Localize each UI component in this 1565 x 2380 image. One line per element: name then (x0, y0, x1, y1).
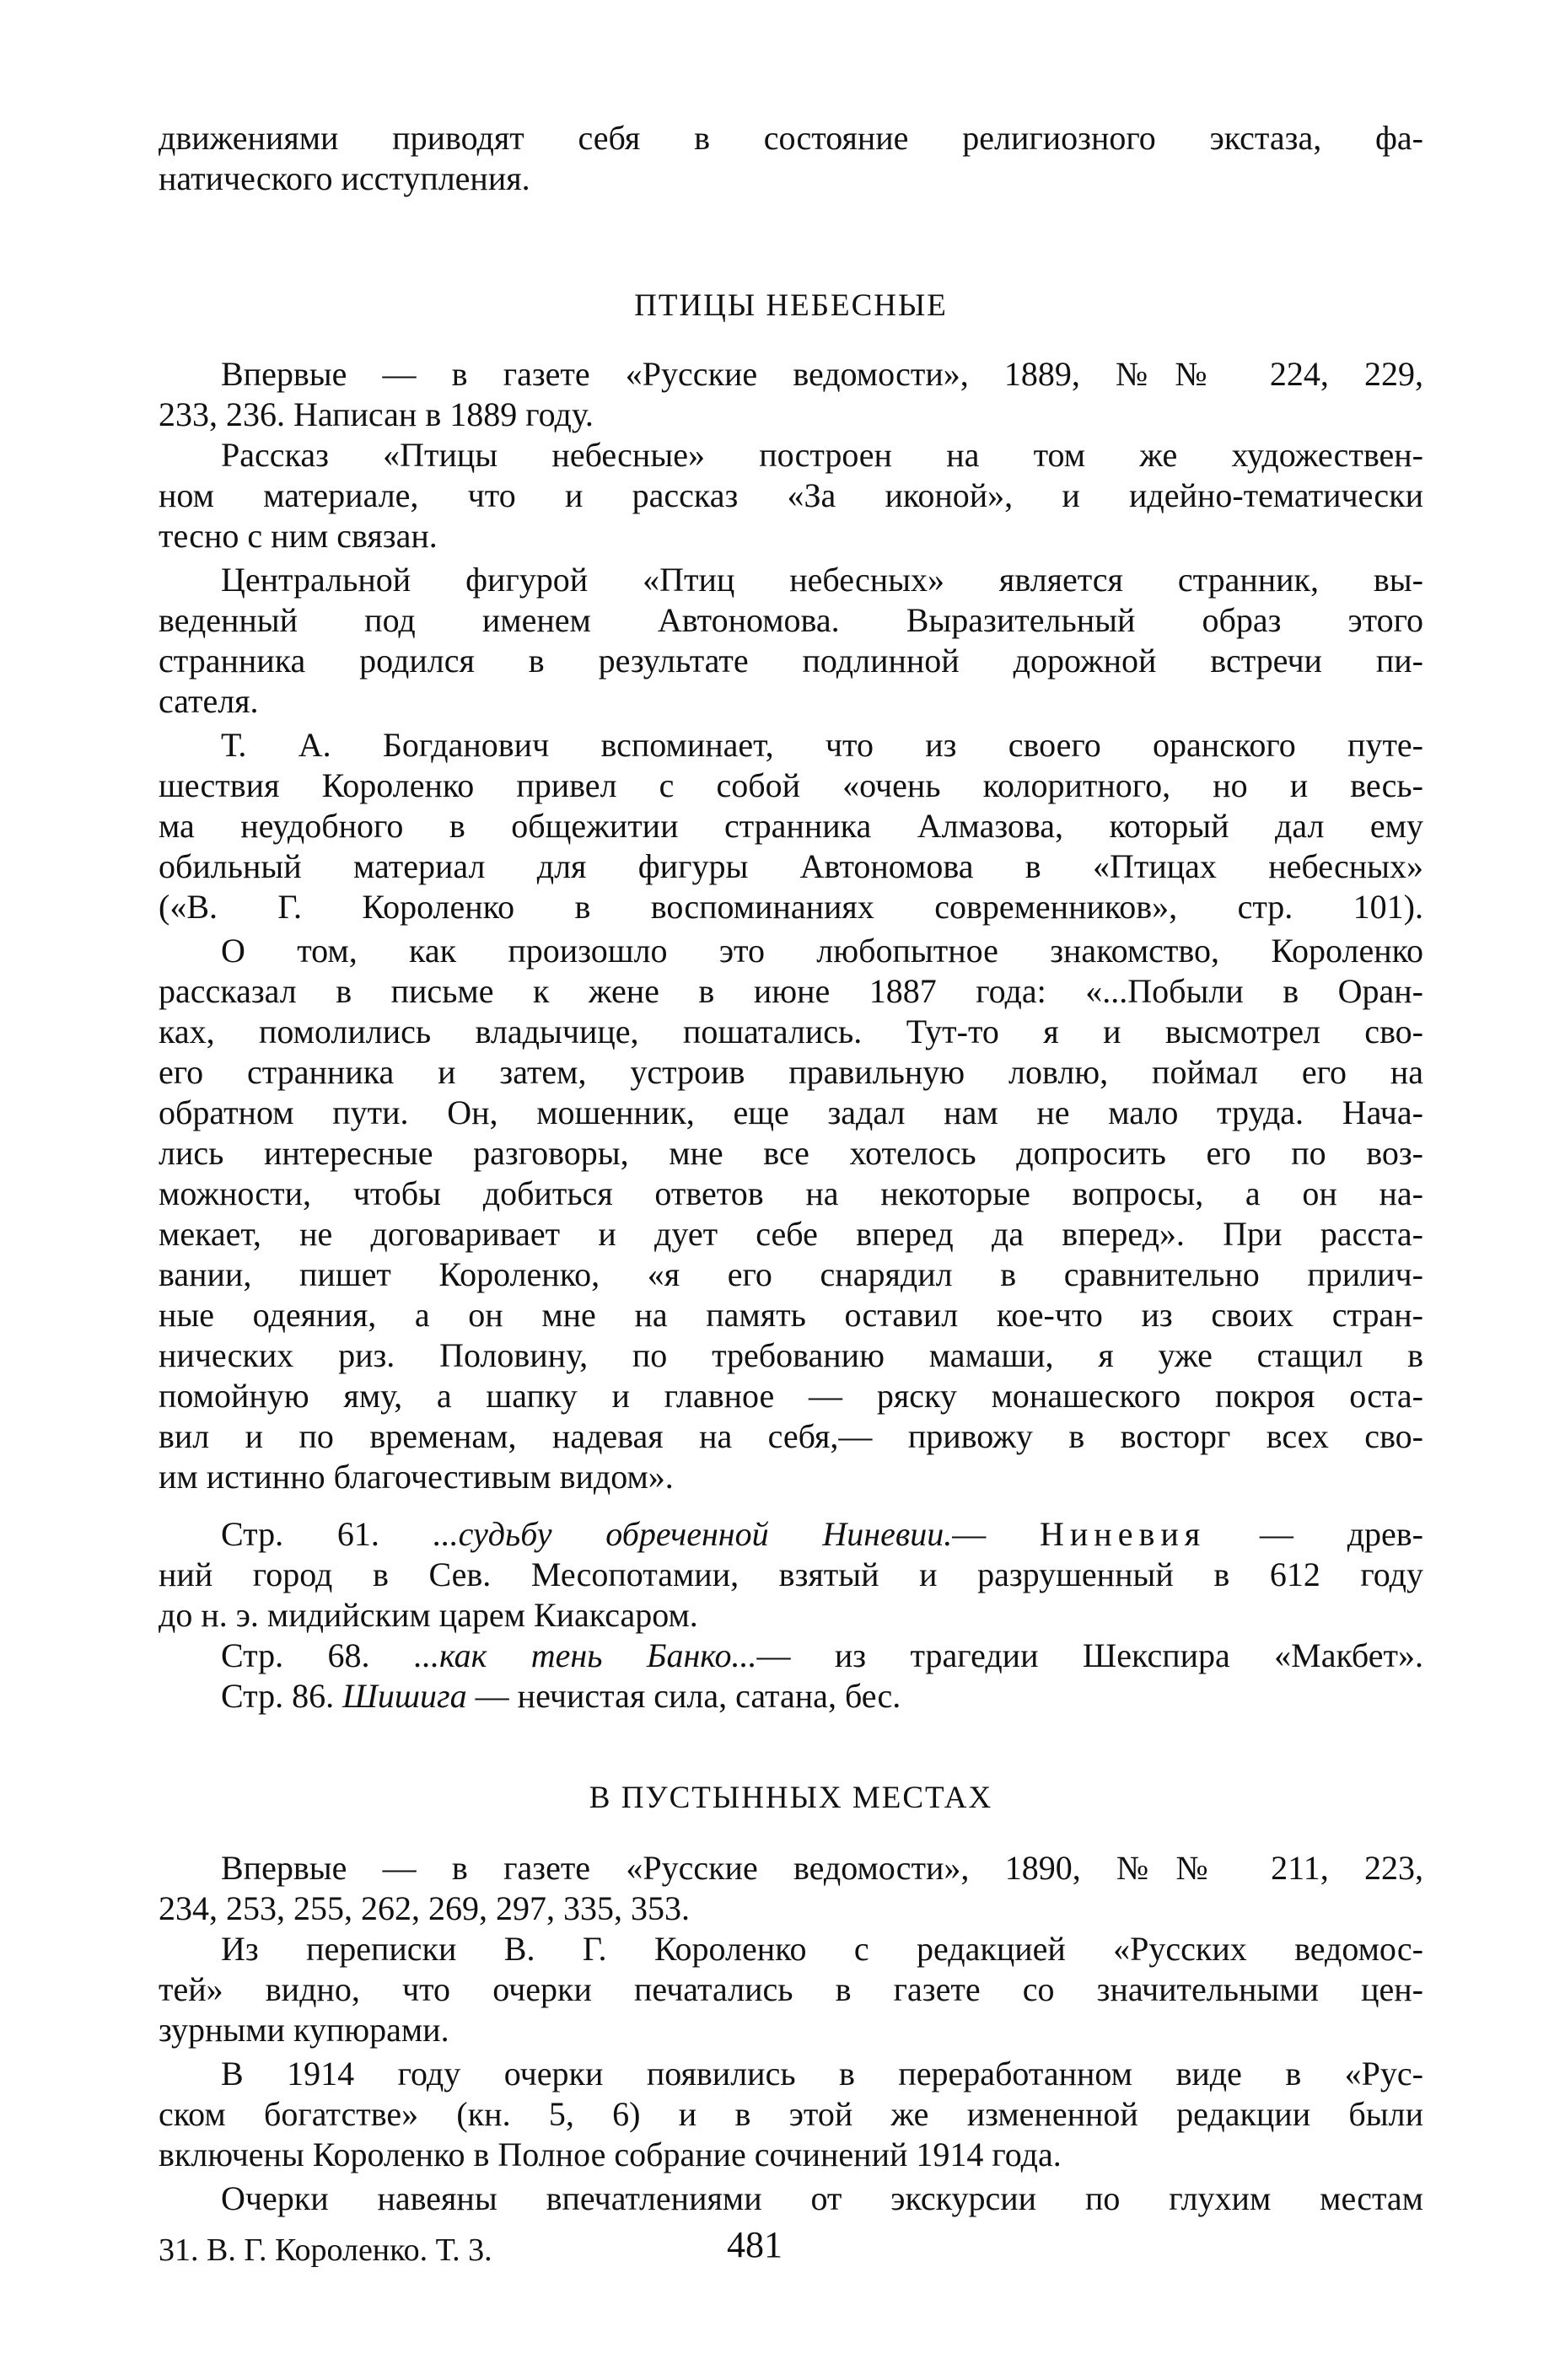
text-line: Т. А. Богданович вспоминает, что из своего оранского путе- (221, 726, 1423, 764)
text-line: ные одеяния, а он мне на память оставил кое-что из своих стран- (159, 1296, 1423, 1334)
text-line: 233, 236. Написан в 1889 году. (159, 395, 594, 433)
note-term: ...как тень Банко... (413, 1636, 757, 1674)
text-line: («В. Г. Короленко в воспоминаниях современников», стр. 101). (159, 888, 1423, 926)
note-dash: — (952, 1515, 1041, 1553)
text-line: странника родился в результате подлинной дорожной встречи пи- (159, 642, 1423, 680)
text-line: ном материале, что и рассказ «За иконой», и идейно-тематически (159, 476, 1423, 514)
note-term: ...судьбу обреченной Ниневии. (433, 1515, 953, 1553)
text-line: Впервые — в газете «Русские ведомости», 1889, №№ 224, 229, (221, 355, 1423, 393)
text-line: обильный материал для фигуры Автономова в «Птицах небесных» (159, 847, 1423, 885)
text-line: шествия Короленко привел с собой «очень колоритного, но и весь- (159, 766, 1423, 804)
text-line: лись интересные разговоры, мне все хотелось допросить его по воз- (159, 1134, 1423, 1172)
text-line: его странника и затем, устроив правильную ловлю, поймал его на (159, 1053, 1423, 1091)
text-line: Центральной фигурой «Птиц небесных» является странник, вы- (221, 561, 1423, 599)
footer-signature: 31. В. Г. Короленко. Т. 3. (159, 2232, 492, 2268)
text-line: сателя. (159, 682, 259, 720)
text-line: им истинно благочестивым видом». (159, 1458, 674, 1496)
text-line: помойную яму, а шапку и главное — ряску монашеского покроя оста- (159, 1377, 1423, 1415)
text-line: ний город в Сев. Месопотамии, взятый и разрушенный в 612 году (159, 1555, 1423, 1593)
note-ref: Стр. 61. (221, 1515, 433, 1553)
text-line: тесно с ним связан. (159, 517, 438, 555)
note-term: Шишига (342, 1677, 467, 1715)
text-line: включены Короленко в Полное собрание сочинений 1914 года. (159, 2136, 1062, 2173)
text-line: можности, чтобы добиться ответов на некоторые вопросы, а он на- (159, 1174, 1423, 1212)
text-line: нических риз. Половину, по требованию мамаши, я уже стащил в (159, 1336, 1423, 1374)
section-heading: ПТИЦЫ НЕБЕСНЫЕ (634, 288, 948, 323)
text-line: ма неудобного в общежитии странника Алмазова, который дал ему (159, 807, 1423, 845)
text-line: рассказал в письме к жене в июне 1887 года: «...Побыли в Оран- (159, 972, 1423, 1010)
page-number: 481 (727, 2224, 782, 2265)
text-line: до н. э. мидийским царем Киаксаром. (159, 1596, 698, 1634)
text-line: Очерки навеяны впечатлениями от экскурсии по глухим местам (221, 2179, 1423, 2217)
text-line: ках, помолились владычице, пошатались. Тут-то я и высмотрел сво- (159, 1013, 1423, 1050)
text-line: О том, как произошло это любопытное знакомство, Короленко (221, 932, 1423, 970)
note-line (221, 1676, 1423, 1717)
text-line: ском богатстве» (кн. 5, 6) и в этой же измененной редакции были (159, 2095, 1423, 2133)
note-ref: Стр. 86. (221, 1677, 343, 1715)
note-text: — древ- (1206, 1515, 1424, 1553)
note-line (221, 1514, 1423, 1555)
section-heading: В ПУСТЫННЫХ МЕСТАХ (589, 1781, 993, 1815)
text-line: Впервые — в газете «Русские ведомости», 1890, №№ 211, 223, (221, 1849, 1423, 1887)
text-line: мекает, не договаривает и дует себе вперед да вперед». При расста- (159, 1215, 1423, 1253)
text-line: Из переписки В. Г. Короленко с редакцией «Русских ведомос- (221, 1930, 1423, 1968)
text-line: движениями приводят себя в состояние религиозного экстаза, фа- (159, 119, 1423, 157)
note-line (221, 1636, 1423, 1676)
note-text: — из трагедии Шекспира «Макбет». (756, 1636, 1423, 1674)
text-line: веденный под именем Автономова. Выразительный образ этого (159, 601, 1423, 639)
text-line: зурными купюрами. (159, 2011, 449, 2049)
text-line: вил и по временам, надевая на себя,— привожу в восторг всех сво- (159, 1417, 1423, 1455)
text-line: Рассказ «Птицы небесные» построен на том же художествен- (221, 436, 1423, 474)
text-line: тей» видно, что очерки печатались в газете со значительными цен- (159, 1970, 1423, 2008)
note-text: — нечистая сила, сатана, бес. (466, 1677, 901, 1715)
note-ref: Стр. 68. (221, 1636, 414, 1674)
text-line: обратном пути. Он, мошенник, еще задал нам не мало труда. Нача- (159, 1093, 1423, 1131)
text-line: В 1914 году очерки появились в переработанном виде в «Рус- (221, 2055, 1423, 2093)
note-headword: Ниневия (1040, 1515, 1207, 1553)
text-line: вании, пишет Короленко, «я его снарядил в сравнительно прилич- (159, 1255, 1423, 1293)
text-line: 234, 253, 255, 262, 269, 297, 335, 353. (159, 1889, 690, 1927)
text-line: натического исступления. (159, 159, 530, 197)
